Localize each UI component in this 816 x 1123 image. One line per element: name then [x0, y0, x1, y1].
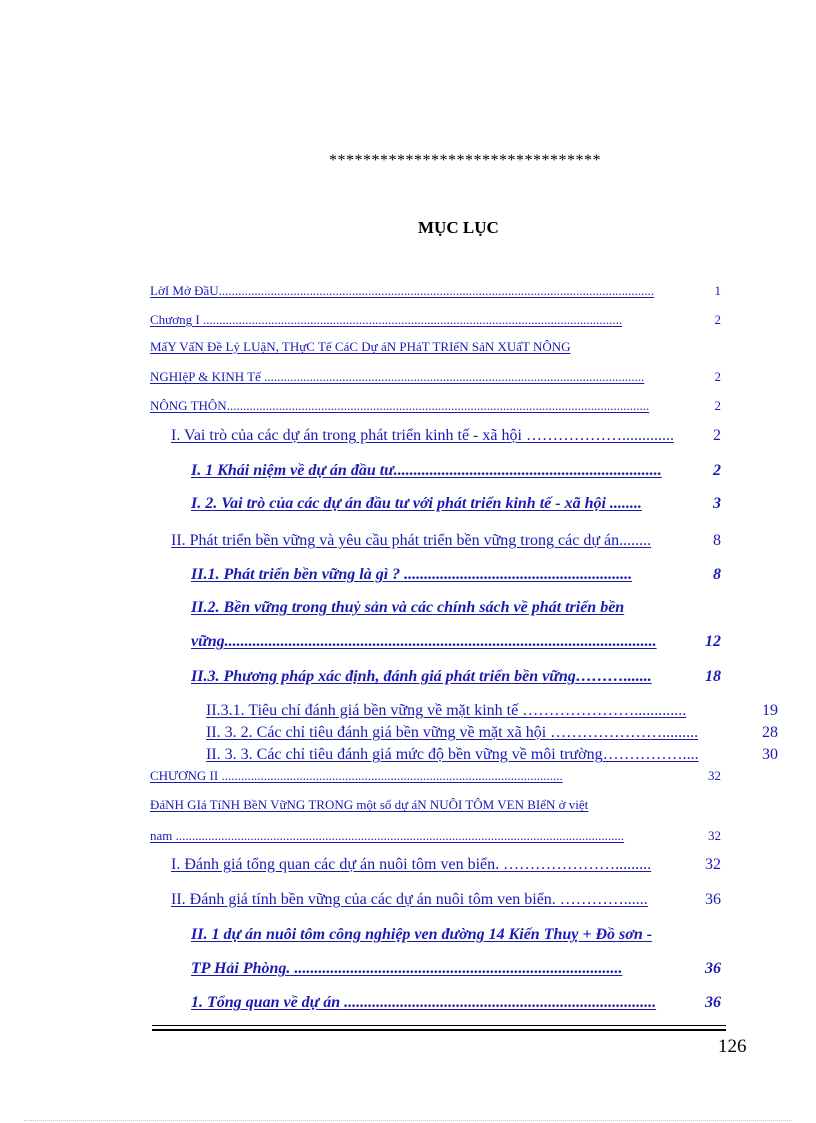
toc-label: CHƯƠNG II: [150, 768, 219, 783]
toc-page: 30: [762, 746, 778, 763]
footer-rule-bottom: [152, 1029, 726, 1031]
toc-label: II. Phát triển bền vững và yêu cầu phát triển bền vững trong các dự án: [171, 532, 620, 549]
toc-leader: ………………….............: [518, 702, 687, 719]
toc-entry-section-2-2[interactable]: [191, 599, 721, 617]
toc-page: 2: [714, 398, 721, 413]
toc-entry-nong-thon[interactable]: [150, 398, 721, 414]
toc-page: 18: [705, 668, 721, 685]
toc-entry-section-2[interactable]: [171, 532, 721, 550]
toc-label: II.1. Phát triển bền vững là gì ?: [191, 566, 401, 583]
toc-entry-section-2-3-2[interactable]: [206, 724, 778, 742]
toc-page: 12: [705, 633, 721, 650]
toc-entry-chuong-2[interactable]: [150, 768, 721, 784]
toc-page: 28: [762, 724, 778, 741]
toc-leader: ...................................................................: [393, 462, 662, 479]
toc-leader: ……….......: [575, 668, 652, 685]
page-number: 126: [718, 1036, 747, 1057]
toc-leader: ..................................................................................................................................: [226, 398, 650, 413]
toc-leader: …………......: [555, 891, 648, 908]
toc-page: 36: [705, 891, 721, 908]
toc-label: II. 1 dự án nuôi tôm công nghiệp ven đường 14 Kiến Thuỵ + Đồ sơn -: [191, 926, 653, 943]
toc-page: 36: [705, 994, 721, 1011]
toc-page: 2: [714, 369, 721, 384]
toc-page: 32: [705, 856, 721, 873]
toc-entry-section-2-2-cont[interactable]: [191, 633, 721, 651]
toc-page: 32: [708, 828, 721, 843]
toc-leader: ………………….........: [499, 856, 652, 873]
toc-entry-section-1-2[interactable]: [191, 495, 721, 513]
toc-entry-chuong-1[interactable]: [150, 312, 721, 328]
toc-label: II. 3. 3. Các chỉ tiêu đánh giá mức độ bền vững về môi trường: [206, 746, 603, 763]
toc-entry-section-2-3-3[interactable]: [206, 746, 778, 764]
toc-label: NGHIệP & KINH Tế: [150, 369, 261, 384]
toc-page: 2: [713, 462, 721, 479]
page-edge-divider: [24, 1120, 792, 1121]
toc-label: NÔNG THÔN: [150, 398, 227, 413]
toc-entry-section-2-1[interactable]: [191, 566, 721, 584]
toc-entry-chapter-2-section-2-1[interactable]: [191, 926, 721, 944]
toc-leader: ......................................................................................................................................: [218, 283, 655, 298]
toc-leader: .................................................................................................................................: [199, 312, 623, 327]
toc-label: ĐáNH GIá TíNH BềN VữNG TRONG một số dự áN NUÔI TÔM VEN BIểN ở việt: [150, 797, 589, 812]
toc-label: nam: [150, 828, 173, 843]
toc-entry-project-overview[interactable]: [191, 994, 721, 1012]
toc-entry-section-1[interactable]: [171, 427, 721, 445]
toc-entry-chapter-2-section-1[interactable]: [171, 856, 721, 874]
toc-leader: .........................................................................................................: [218, 768, 563, 783]
toc-leader: ............................................................................................................: [224, 633, 657, 650]
toc-page: 2: [714, 312, 721, 327]
toc-entry-chapter-1-heading-cont[interactable]: [150, 369, 721, 385]
toc-leader: ........: [605, 495, 642, 512]
page-title: MỤC LỤC: [418, 218, 499, 237]
toc-page: 3: [713, 495, 721, 512]
toc-entry-chapter-2-section-2-1-cont[interactable]: [191, 960, 721, 978]
toc-label: Chương I: [150, 312, 200, 327]
toc-page: 8: [713, 532, 721, 549]
toc-label: II.3. Phương pháp xác định, đánh giá phát triển bền vững: [191, 668, 576, 685]
toc-label: I. Vai trò của các dự án trong phát triển kinh tế - xã hội: [171, 427, 522, 444]
toc-label: II. 3. 2. Các chỉ tiêu đánh giá bền vững về mặt xã hội: [206, 724, 547, 741]
toc-leader: ..............................................................................: [340, 994, 657, 1011]
toc-label: vững: [191, 633, 225, 650]
toc-label: II. Đánh giá tính bền vững của các dự án nuôi tôm ven biển.: [171, 891, 556, 908]
toc-leader: ........: [619, 532, 652, 549]
toc-label: MấY VấN Đề Lý LUậN, THựC Tế CáC Dự áN PHáT TRIểN SảN XUấT NÔNG: [150, 339, 571, 354]
toc-page: 8: [713, 566, 721, 583]
toc-label: I. 1 Khái niệm về dự án đầu tư: [191, 462, 394, 479]
decorative-stars: ********************************: [329, 152, 601, 169]
toc-entry-chapter-2-section-2[interactable]: [171, 891, 721, 909]
toc-entry-chapter-2-heading-cont[interactable]: [150, 828, 721, 844]
toc-entry-section-2-3[interactable]: [191, 668, 721, 686]
toc-label: II.3.1. Tiêu chí đánh giá bền vững về mặt kinh tế: [206, 702, 519, 719]
toc-entry-chapter-1-heading[interactable]: [150, 339, 721, 355]
toc-label: LờI Mở ĐầU: [150, 283, 219, 298]
toc-page: 19: [762, 702, 778, 719]
toc-label: TP Hải Phòng.: [191, 960, 291, 977]
toc-page: 2: [713, 427, 721, 444]
toc-entry-section-1-1[interactable]: [191, 462, 721, 480]
toc-label: 1. Tổng quan về dự án: [191, 994, 341, 1011]
toc-page: 36: [705, 960, 721, 977]
toc-label: I. Đánh giá tổng quan các dự án nuôi tôm ven biển.: [171, 856, 500, 873]
toc-leader: ………………….........: [546, 724, 699, 741]
toc-leader: ……………....: [602, 746, 699, 763]
footer-rule-top: [152, 1025, 726, 1026]
toc-label: II.2. Bền vững trong thuỷ sản và các chính sách về phát triển bền: [191, 599, 625, 616]
toc-leader: .........................................................: [400, 566, 633, 583]
toc-entry-loi-mo-dau[interactable]: [150, 283, 721, 299]
toc-leader: ……………….............: [521, 427, 674, 444]
toc-entry-chapter-2-heading[interactable]: [150, 797, 721, 813]
toc-label: I. 2. Vai trò của các dự án đầu tư với phát triển kinh tế - xã hội: [191, 495, 606, 512]
toc-page: 32: [708, 768, 721, 783]
toc-leader: ..........................................................................................................................................: [172, 828, 625, 843]
toc-leader: .....................................................................................................................: [260, 369, 645, 384]
toc-leader: ..................................................................................: [290, 960, 623, 977]
toc-entry-section-2-3-1[interactable]: [206, 702, 778, 720]
toc-page: 1: [714, 283, 721, 298]
